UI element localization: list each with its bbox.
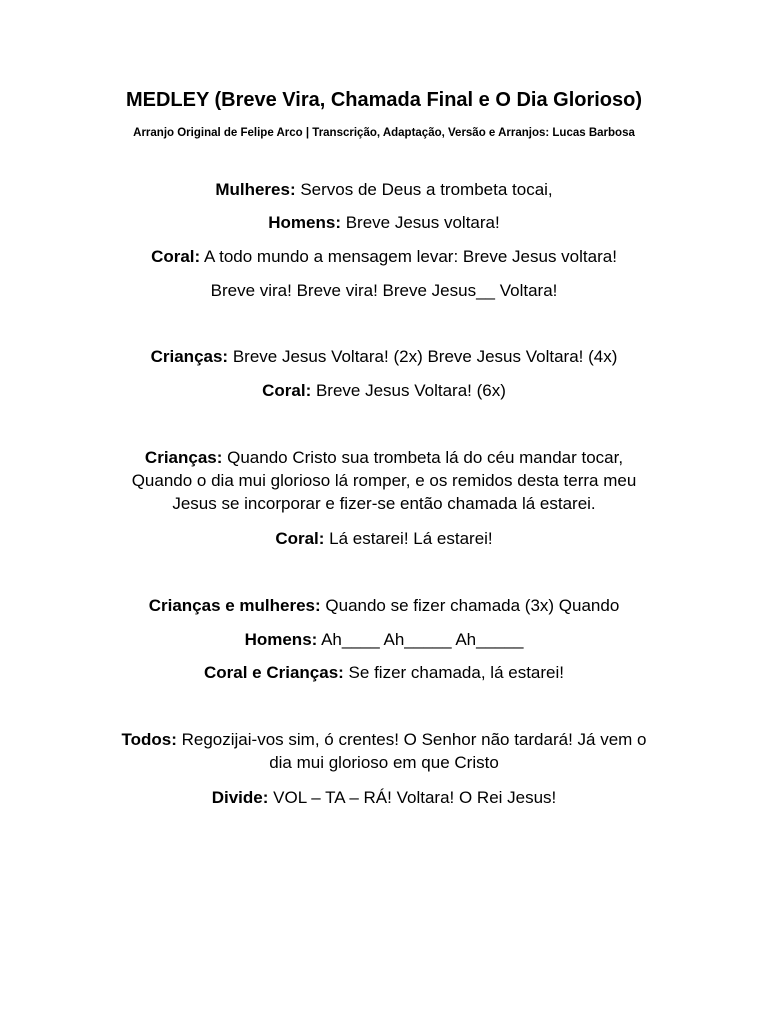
lyric-text: VOL – TA – RÁ! Voltara! O Rei Jesus!	[268, 788, 557, 807]
speaker-label: Crianças e mulheres:	[148, 596, 321, 615]
lyric-text: Quando se fizer chamada (3x) Quando	[320, 596, 620, 615]
lyric-text: Servos de Deus a trombeta tocai,	[295, 180, 553, 199]
speaker-label: Divide:	[211, 788, 269, 807]
speaker-label: Coral:	[262, 381, 312, 400]
lyric-paragraph-todos	[119, 728, 649, 774]
lyric-text: Breve Jesus voltara!	[340, 213, 500, 232]
lyric-line-coral	[84, 245, 684, 268]
lyric-text: A todo mundo a mensagem levar: Breve Jesus voltara!	[200, 247, 617, 266]
speaker-label: Coral:	[275, 529, 325, 548]
speaker-label: Crianças:	[144, 448, 223, 467]
lyric-text: Regozijai-vos sim, ó crentes! O Senhor não tardará! Já vem o dia mui glorioso em que Cristo	[176, 730, 647, 772]
lyric-line-coral	[84, 379, 684, 402]
lyric-text: Breve Jesus Voltara! (6x)	[311, 381, 506, 400]
lyric-line-homens	[84, 628, 684, 651]
lyric-text: Breve vira! Breve vira! Breve Jesus__ Voltara!	[210, 281, 558, 300]
document-title: MEDLEY (Breve Vira, Chamada Final e O Dia Glorioso)	[125, 89, 643, 111]
lyric-line-divide	[84, 786, 684, 809]
lyric-text: Se fizer chamada, lá estarei!	[343, 663, 564, 682]
document-subtitle: Arranjo Original de Felipe Arco | Transcrição, Adaptação, Versão e Arranjos: Lucas Barbosa	[133, 127, 635, 139]
lyric-line-criancas	[84, 345, 684, 368]
lyric-line-homens	[84, 211, 684, 234]
lyric-text: Ah____ Ah_____ Ah_____	[317, 630, 524, 649]
lyric-line-criancas-mulheres	[84, 594, 684, 617]
speaker-label: Coral:	[151, 247, 201, 266]
lyric-line-mulheres	[84, 178, 684, 201]
lyric-line-coral	[84, 527, 684, 550]
lyric-line-refrain	[84, 279, 684, 302]
lyric-line-coral-criancas	[84, 661, 684, 684]
speaker-label: Homens:	[268, 213, 341, 232]
speaker-label: Todos:	[121, 730, 177, 749]
lyric-text: Quando Cristo sua trombeta lá do céu mandar tocar, Quando o dia mui glorioso lá romper, e os remidos desta terra meu Jesus se incorporar e fizer-se então chamada lá estarei.	[131, 448, 637, 513]
lyric-text: Breve Jesus Voltara! (2x) Breve Jesus Voltara! (4x)	[228, 347, 618, 366]
speaker-label: Crianças:	[150, 347, 229, 366]
speaker-label: Mulheres:	[215, 180, 296, 199]
lyric-text: Lá estarei! Lá estarei!	[324, 529, 493, 548]
speaker-label: Homens:	[244, 630, 318, 649]
lyric-paragraph-criancas	[114, 446, 654, 515]
speaker-label: Coral e Crianças:	[203, 663, 344, 682]
